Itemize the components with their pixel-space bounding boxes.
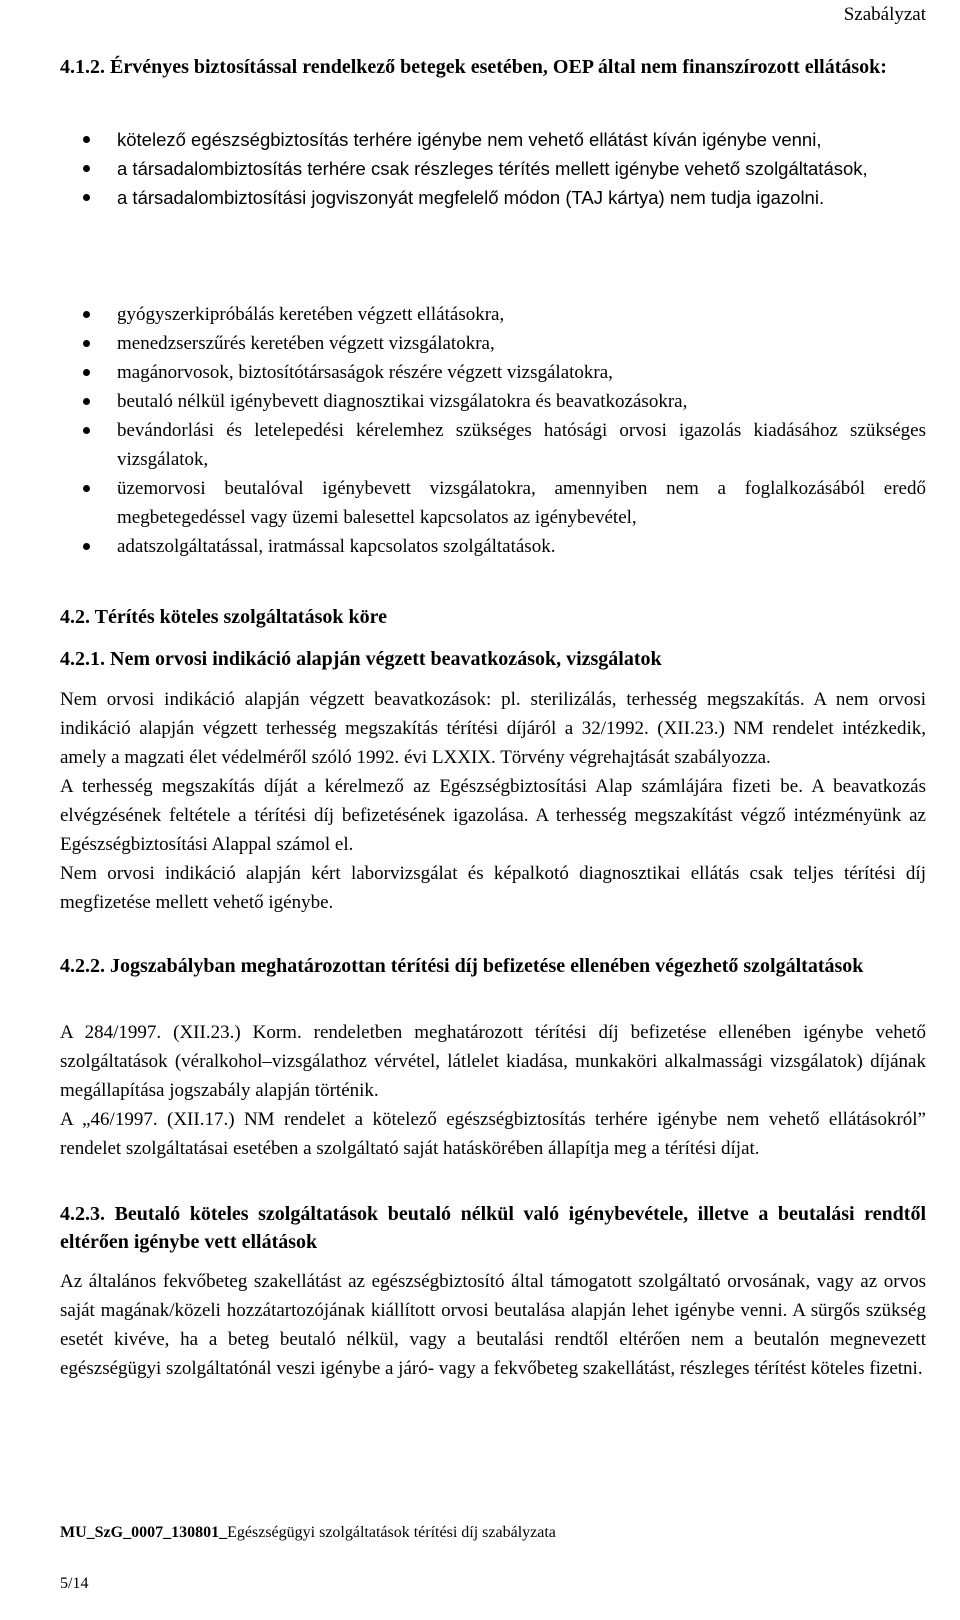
paragraph: Nem orvosi indikáció alapján végzett beavatkozások: pl. sterilizálás, terhesség megszakítás. A nem orvosi indikáció alapján végzett terhesség megszakítás térítési díjáról a 32/1992. (XII.23.) NM rendelet intézkedik, amely a magzati élet védelméről szóló 1992. évi LXXIX. Törvény végrehajtását szabályozza. [60, 689, 926, 768]
paragraph: Az általános fekvőbeteg szakellátást az egészségbiztosító által támogatott szolgáltató orvosának, vagy az orvos saját magának/közeli hozzátartozójának kiállított orvosi beutalása alapján lehet igénybe venni. A sürgős szükség esetét kivéve, ha a beteg beutaló nélkül, vagy a beutalási rendtől eltérően nem a beutalón megnevezett egészségügyi szolgáltatónál veszi igénybe a járó- vagy a fekvőbeteg szakellátást, részleges térítést köteles fizetni. [60, 1271, 926, 1379]
running-header: Szabályzat [843, 4, 926, 25]
paragraph: Nem orvosi indikáció alapján kért laborvizsgálat és képalkotó diagnosztikai ellátás csak teljes térítési díj megfizetése mellett vehető igénybe. [60, 863, 926, 913]
bullet-icon [83, 136, 90, 143]
bullet-icon [83, 427, 90, 434]
bullet-list-group-2 [60, 300, 926, 561]
bullet-list-group-1 [60, 125, 926, 212]
page-footer [60, 1524, 556, 1542]
paragraph: A „46/1997. (XII.17.) NM rendelet a kötelező egészségbiztosítás terhére igénybe nem vehető ellátásokról” rendelet szolgáltatásai esetében a szolgáltató saját hatáskörében állapítja meg a térítési díjat. [60, 1109, 926, 1159]
section-4-2-3-heading: 4.2.3. Beutaló köteles szolgáltatások beutaló nélkül való igénybevétele, illetve a beutalási rendtől eltérően igénybe vett ellátások [60, 1203, 926, 1253]
footer-doc-code: MU_SzG_0007_130801_ [60, 1524, 228, 1541]
section-4-2-3-body [60, 1267, 926, 1383]
section-4-2-1-body [60, 685, 926, 917]
bullet-icon [83, 340, 90, 347]
list-item: üzemorvosi beutalóval igénybevett vizsgálatokra, amennyiben nem a foglalkozásából eredő megbetegedéssel vagy üzemi balesettel kapcsolatos az igénybevétel, [60, 474, 926, 532]
section-4-2-heading: 4.2. Térítés köteles szolgáltatások köre [60, 606, 388, 628]
footer-doc-title: Egészségügyi szolgáltatások térítési díj szabályzata [227, 1524, 556, 1541]
list-item: menedzserszűrés keretében végzett vizsgálatokra, [60, 329, 926, 358]
section-4-2-2-heading: 4.2.2. Jogszabályban meghatározottan térítési díj befizetése ellenében végezhető szolgáltatások [60, 955, 864, 977]
section-4-2-2-body [60, 1018, 926, 1163]
list-item: a társadalombiztosítás terhére csak részleges térítés mellett igénybe vehető szolgáltatások, [60, 154, 926, 183]
bullet-icon [83, 369, 90, 376]
bullet-icon [83, 194, 90, 201]
bullet-icon [83, 485, 90, 492]
list-item: a társadalombiztosítási jogviszonyát megfelelő módon (TAJ kártya) nem tudja igazolni. [60, 183, 926, 212]
section-4-2-1-heading: 4.2.1. Nem orvosi indikáció alapján végzett beavatkozások, vizsgálatok [60, 648, 662, 670]
list-item: kötelező egészségbiztosítás terhére igénybe nem vehető ellátást kíván igénybe venni, [60, 125, 926, 154]
list-item: magánorvosok, biztosítótársaságok részére végzett vizsgálatokra, [60, 358, 926, 387]
bullet-icon [83, 165, 90, 172]
bullet-icon [83, 398, 90, 405]
list-item: bevándorlási és letelepedési kérelemhez szükséges hatósági orvosi igazolás kiadásához szükséges vizsgálatok, [60, 416, 926, 474]
list-item: adatszolgáltatással, iratmással kapcsolatos szolgáltatások. [60, 532, 926, 561]
page-number: 5/14 [60, 1575, 89, 1592]
bullet-icon [83, 311, 90, 318]
paragraph: A terhesség megszakítás díját a kérelmező az Egészségbiztosítási Alap számlájára fizeti be. A beavatkozás elvégzésének feltétele a térítési díj befizetésének igazolása. A terhesség megszakítást végző intézményünk az Egészségbiztosítási Alappal számol el. [60, 776, 926, 855]
list-item: beutaló nélkül igénybevett diagnosztikai vizsgálatokra és beavatkozásokra, [60, 387, 926, 416]
section-4-1-2-heading: 4.1.2. Érvényes biztosítással rendelkező betegek esetében, OEP által nem finanszírozott ellátások: [60, 56, 887, 78]
bullet-icon [83, 543, 90, 550]
list-item: gyógyszerkipróbálás keretében végzett ellátásokra, [60, 300, 926, 329]
paragraph: A 284/1997. (XII.23.) Korm. rendeletben meghatározott térítési díj befizetése ellenében igénybe vehető szolgáltatások (véralkohol–vizsgálathoz vérvétel, látlelet kiadása, munkaköri alkalmassági vizsgálatok) díjának megállapítása jogszabály alapján történik. [60, 1022, 926, 1101]
